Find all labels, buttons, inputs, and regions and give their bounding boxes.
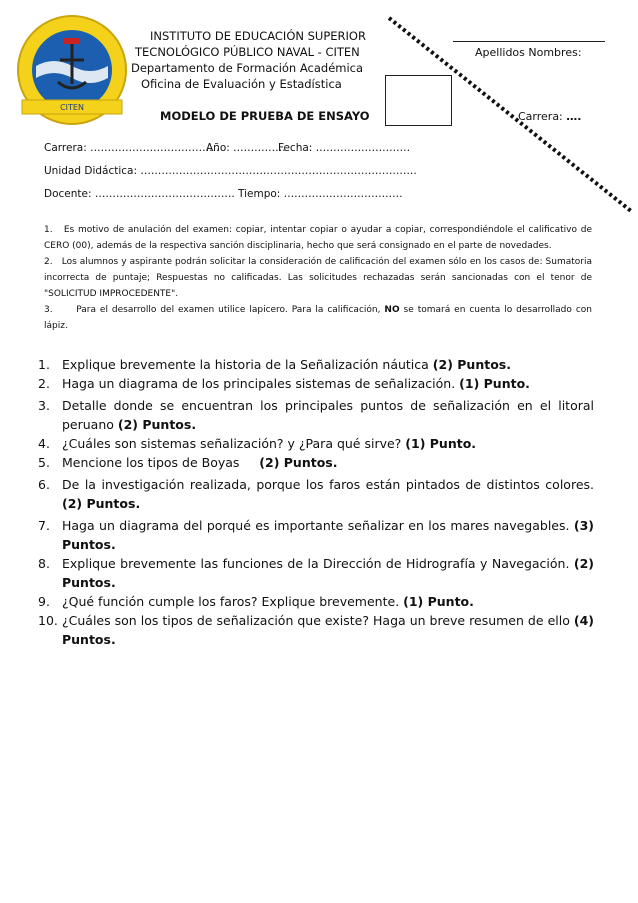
docente-tiempo-field[interactable]: Docente: …………………………………. Tiempo: …………………………….	[44, 188, 403, 200]
question-item: 5. Mencione los tipos de Boyas (2) Puntos.	[38, 455, 338, 470]
question-item: 4. ¿Cuáles son sistemas señalización? y ¿Para qué sirve? (1) Punto.	[38, 436, 477, 451]
anio-field[interactable]: Año: ……………	[206, 142, 286, 154]
question-item: 1. Explique brevemente la historia de la Señalización náutica (2) Puntos.	[38, 357, 511, 372]
svg-text:CITEN: CITEN	[60, 103, 84, 112]
rule-item: 3. Para el desarrollo del examen utilice lapicero. Para la calificación, NO se tomará en cuenta lo desarrollado con lápiz.	[44, 305, 592, 331]
question-item: 6. De la investigación realizada, porque los faros están pintados de distintos colores. (2) Puntos.	[38, 477, 594, 511]
carrera-right-value: ….	[566, 110, 582, 123]
question-item: 8. Explique brevemente las funciones de la Dirección de Hidrografía y Navegación. (2) Puntos.	[38, 556, 594, 590]
office-line: Oficina de Evaluación y Estadística	[141, 77, 342, 91]
institute-name-line2: TECNOLÓGICO PÚBLICO NAVAL - CITEN	[135, 45, 360, 59]
exam-rules	[44, 222, 592, 334]
rule-item: 2. Los alumnos y aspirante podrán solicitar la consideración de calificación del examen sólo en los casos de: Sumatoria incorrecta de puntaje; Respuestas no calificadas. Las solicitudes rechazadas serán sancionadas con el tenor de "SOLICITUD IMPROCEDENTE".	[44, 257, 592, 299]
citen-logo	[14, 8, 130, 136]
carrera-right-label: Carrera:	[518, 110, 563, 123]
citen-seal-icon	[14, 8, 130, 136]
unidad-didactica-field[interactable]: Unidad Didáctica: …………………………………………………………………….	[44, 165, 417, 177]
question-item: 2. Haga un diagrama de los principales sistemas de señalización. (1) Punto.	[38, 376, 530, 391]
dotted-diagonal-line	[380, 14, 638, 214]
institute-name-line1: INSTITUTO DE EDUCACIÓN SUPERIOR	[150, 29, 366, 43]
question-item: 10. ¿Cuáles son los tipos de señalización que existe? Haga un breve resumen de ello (4) Puntos.	[38, 613, 594, 647]
question-item: 9. ¿Qué función cumple los faros? Explique brevemente. (1) Punto.	[38, 594, 474, 609]
rule-item: 1. Es motivo de anulación del examen: copiar, intentar copiar o ayudar a copiar, correspondiéndole el calificativo de CERO (00), además de la respectiva sanción disciplinaria, hecho que será consignado en el parte de novedades.	[44, 225, 592, 251]
exam-title: MODELO DE PRUEBA DE ENSAYO	[160, 109, 370, 123]
question-item: 7. Haga un diagrama del porqué es importante señalizar en los mares navegables. (3) Puntos.	[38, 518, 594, 552]
department-line: Departamento de Formación Académica	[131, 61, 364, 75]
name-label: Apellidos Nombres:	[475, 46, 582, 59]
carrera-field[interactable]: Carrera: ……………………………….	[44, 142, 220, 154]
questions-list	[38, 355, 594, 649]
question-item: 3. Detalle donde se encuentran los principales puntos de señalización en el litoral peruano (2) Puntos.	[38, 398, 594, 432]
fecha-field[interactable]: Fecha: ………………………	[278, 142, 411, 154]
